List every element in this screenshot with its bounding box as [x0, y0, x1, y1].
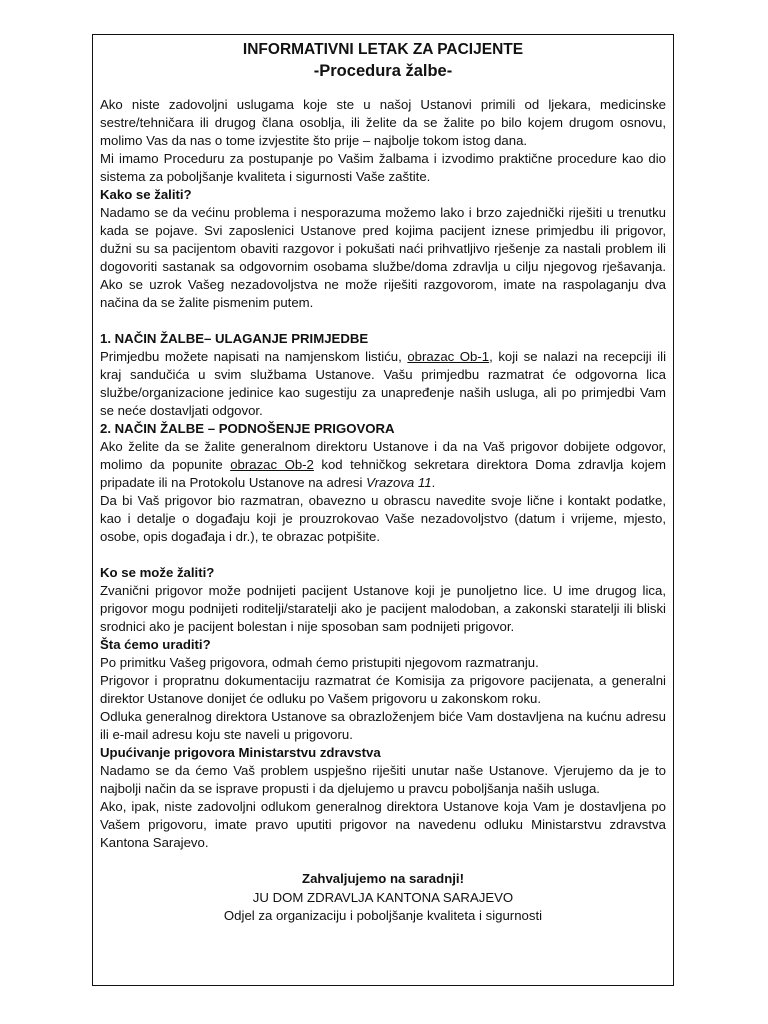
ministry-paragraph-2: Ako, ipak, niste zadovoljni odlukom generalnog direktora Ustanove koja Vam je dostavljena po Vašem prigovoru, imate pravo uputiti prigovor na navedenu odluku Ministarstvu zdravstva Kantona Sarajevo. [100, 799, 666, 850]
what-paragraph-2: Prigovor i propratnu dokumentaciju razmatrat će Komisija za prigovore pacijenata, a generalni direktor Ustanove donijet će odluku po Vašem prigovoru u zakonskom roku. [100, 673, 666, 706]
how-heading: Kako se žaliti? [100, 187, 192, 202]
leaflet-frame [92, 34, 674, 986]
ministry-paragraph-1: Nadamo se da ćemo Vaš problem uspješno riješiti unutar naše Ustanove. Vjerujemo da je to najbolji način da se isprave propusti i da djelujemo u pravcu poboljšanja naših usluga. [100, 763, 666, 796]
form-ob2-link: obrazac Ob-2 [230, 457, 314, 472]
who-heading: Ko se može žaliti? [100, 565, 215, 580]
method2-paragraph [100, 438, 666, 492]
what-paragraph-3: Odluka generalnog direktora Ustanove sa obrazloženjem biće Vam dostavljena na kućnu adresu ili e-mail adresu koju ste naveli u prigovoru. [100, 709, 666, 742]
method1-text-a: Primjedbu možete napisati na namjenskom listiću, [100, 349, 408, 364]
method1-heading: 1. NAČIN ŽALBE– ULAGANJE PRIMJEDBE [100, 331, 369, 346]
intro-paragraph-2: Mi imamo Proceduru za postupanje po Vašim žalbama i izvodimo praktične procedure kao dio sistema za poboljšanje kvaliteta i sigurnosti Vaše zaštite. [100, 151, 666, 184]
footer [100, 870, 666, 926]
method2-text-c: . [431, 475, 436, 490]
address: Vrazova 11 [366, 475, 432, 490]
spacer [100, 312, 666, 330]
method2-text-b: kod tehničkog sekretara direktora Doma zdravlja kojem pripadate ili na Protokolu Ustanove na adresi [100, 457, 666, 490]
form-ob1-link: obrazac Ob-1 [407, 349, 490, 364]
page-subtitle: -Procedura žalbe- [313, 62, 453, 80]
spacer [100, 546, 666, 564]
method2-heading: 2. NAČIN ŽALBE – PODNOŠENJE PRIGOVORA [100, 421, 395, 436]
thanks-line: Zahvaljujemo na saradnji! [302, 871, 464, 886]
page-title: INFORMATIVNI LETAK ZA PACIJENTE [242, 41, 524, 58]
how-paragraph: Nadamo se da većinu problema i nesporazuma možemo lako i brzo zajednički riješiti u trenutku kada se pojave. Svi zaposlenici Ustanove pred kojima pacijent iznese primjedbu ili prigovor, dužni su sa pacijentom obaviti razgovor i pokušati naći prihvatljivo rješenje za nastali problem ili dogovoriti sastanak sa odgovornim osobama službe/doma zdravlja u cilju njegovog rješavanja. Ako se uzrok Vašeg nezadovoljstva ne može riješiti razgovorom, imate na raspolaganju dva načina da se žalite pismenim putem. [100, 205, 666, 310]
intro-paragraph-1: Ako niste zadovoljni uslugama koje ste u našoj Ustanovi primili od ljekara, medicinske sestre/tehničara ili drugog člana osoblja, ili želite da se žalite po bilo kojem drugom osnovu, molimo Vas da nas o tome izvjestite što prije – najbolje tokom istog dana. [100, 97, 666, 148]
department-name: Odjel za organizaciju i poboljšanje kvaliteta i sigurnosti [223, 908, 543, 923]
leaflet-body [100, 96, 666, 852]
organization-name: JU DOM ZDRAVLJA KANTONA SARAJEVO [252, 889, 514, 905]
method1-paragraph [100, 348, 666, 420]
what-paragraph-1: Po primitku Vašeg prigovora, odmah ćemo pristupiti njegovom razmatranju. [100, 655, 539, 670]
ministry-heading: Upućivanje prigovora Ministarstvu zdravstva [100, 745, 381, 760]
who-paragraph: Zvanični prigovor može podnijeti pacijent Ustanove koji je punoljetno lice. U ime drugog lica, prigovor mogu podnijeti roditelji/staratelji ako je pacijent malodoban, a zakonski staratelji ili bliski srodnici ako je pacijent bolestan i nije sposoban sam podnijeti prigovor. [100, 583, 666, 634]
what-heading: Šta ćemo uraditi? [100, 637, 211, 652]
method1-text-b: , koji se nalazi na recepciji ili kraj sandučića u svim službama Ustanove. Vašu primjedbu razmatrat će odgovorna lica službe/organizacione jedinice kao sugestiju za unapređenje naših usluga, ali po primjedbi Vam se neće dostavljati odgovor. [100, 349, 666, 418]
method2-text-a: Ako želite da se žalite generalnom direktoru Ustanove i da na Vaš prigovor dobijete odgovor, molimo da popunite [100, 439, 666, 472]
method2-paragraph-2: Da bi Vaš prigovor bio razmatran, obavezno u obrascu navedite svoje lične i kontakt podatke, kao i detalje o događaju koji je prouzrokovao Vaše nezadovoljstvo (datum i vrijeme, mjesto, osobe, opis događaja i dr.), te obrazac potpišite. [100, 493, 666, 544]
